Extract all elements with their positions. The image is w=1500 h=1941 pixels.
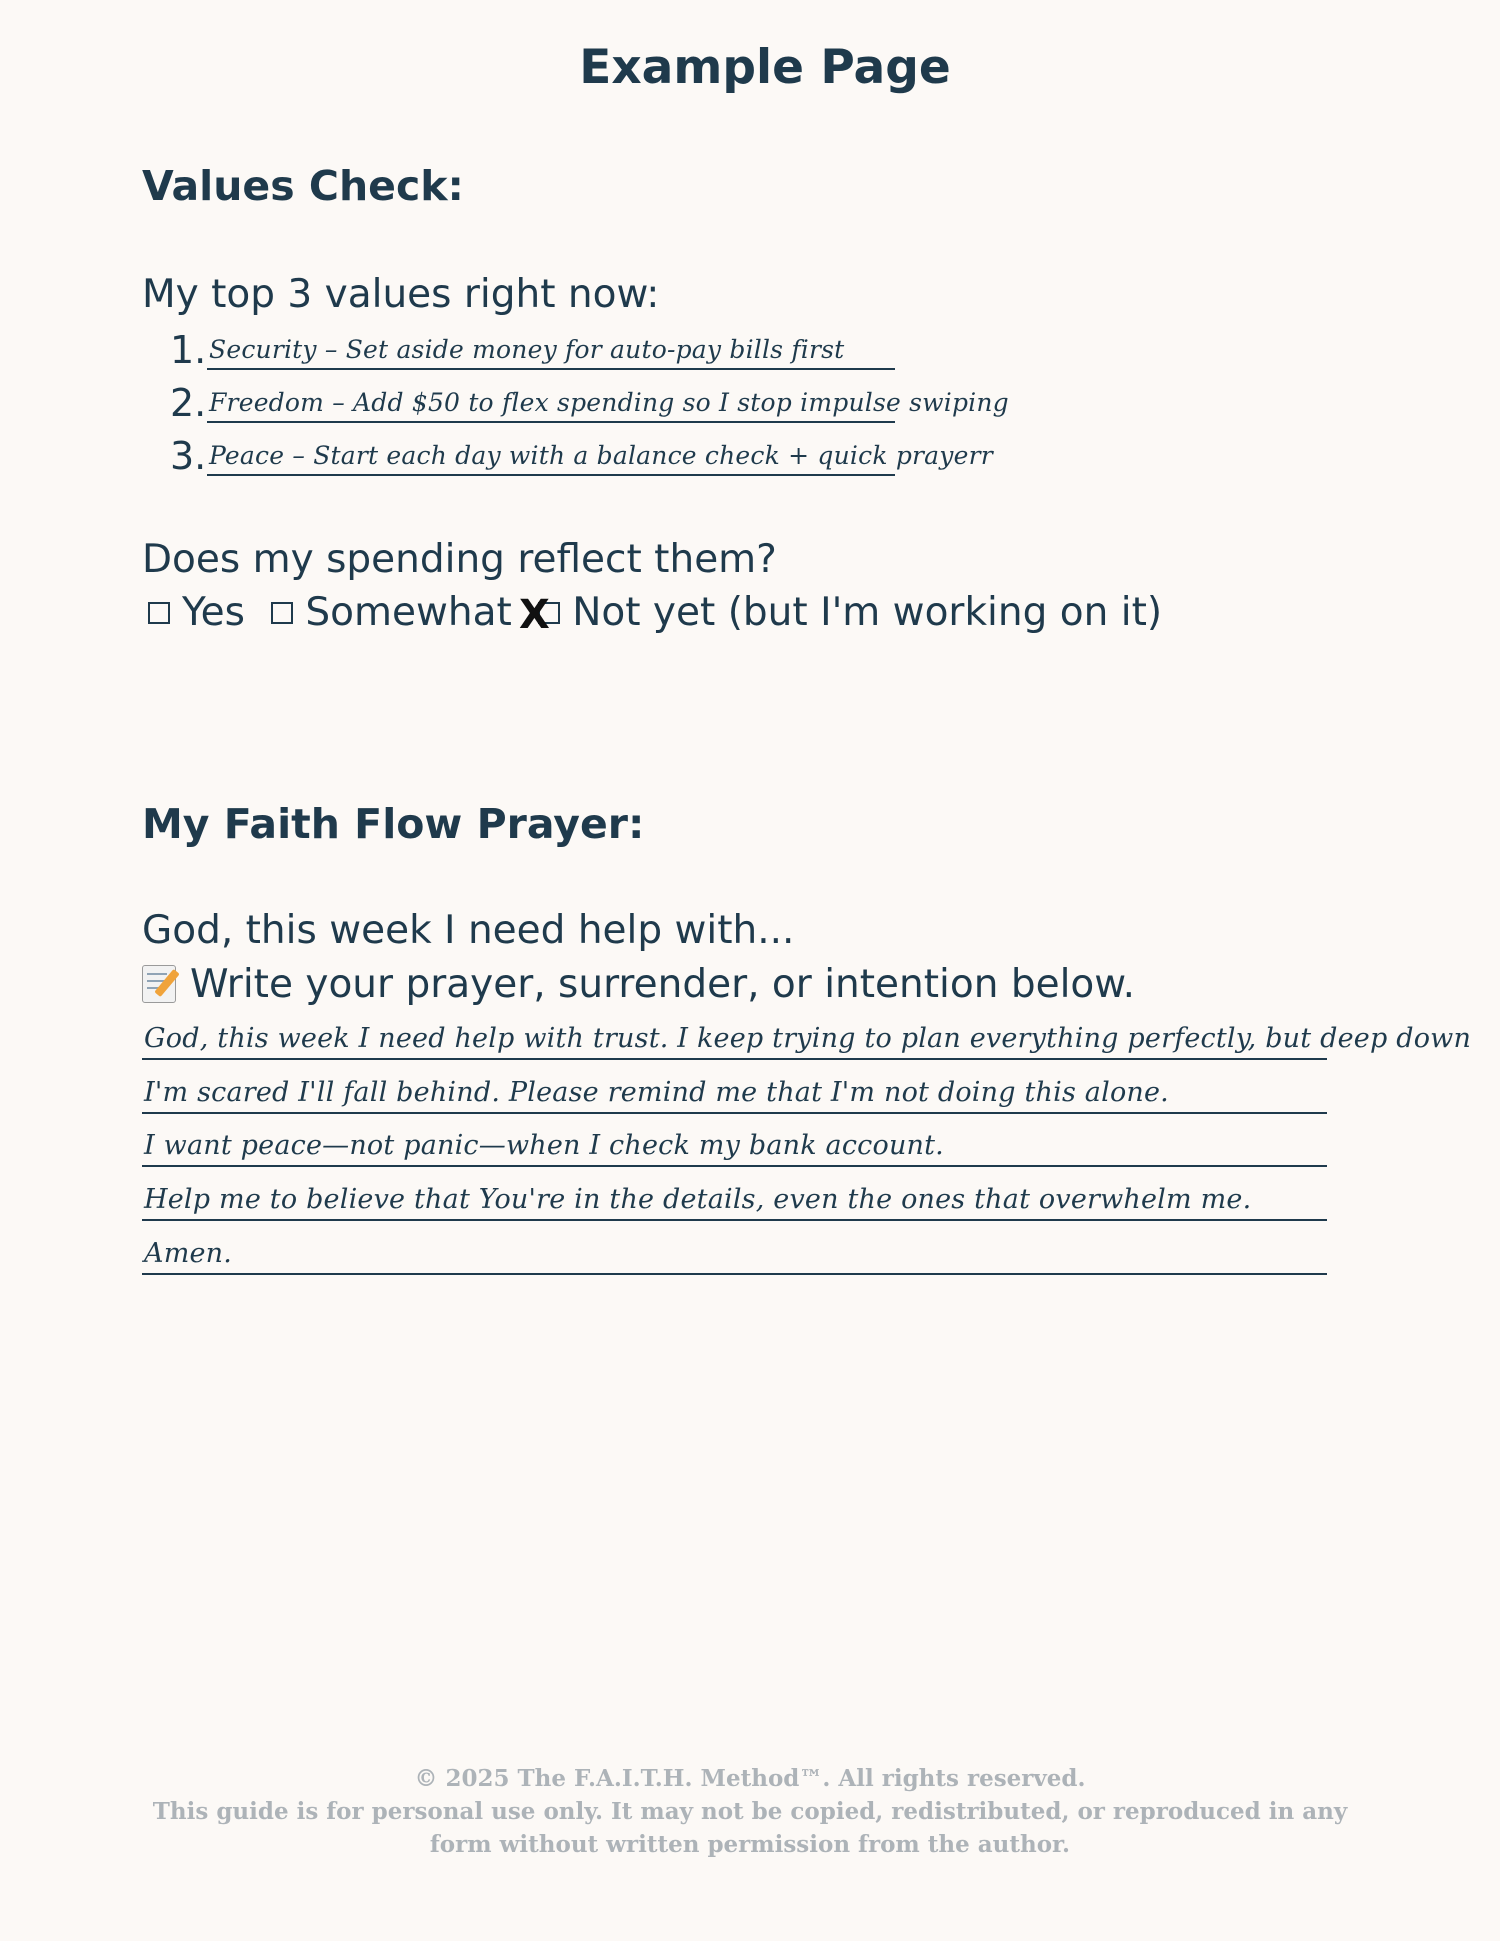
prayer-line-3[interactable] — [142, 1125, 1327, 1167]
option-yes-label: Yes — [182, 590, 245, 635]
prayer-line-1[interactable] — [142, 1018, 1472, 1060]
option-not-yet[interactable] — [538, 590, 1162, 635]
value-line-2[interactable] — [207, 381, 1009, 423]
value-number-1: 1. — [170, 328, 207, 372]
prayer-line-2[interactable] — [142, 1072, 1327, 1114]
prayer-instruction: Write your prayer, surrender, or intention below. — [190, 962, 1136, 1007]
check-x-mark: X — [519, 592, 550, 638]
prayer-text-4: Help me to believe that You're in the details, even the ones that overwhelm me. — [144, 1184, 1252, 1215]
value-text-2: Freedom – Add $50 to flex spending so I stop impulse swiping — [209, 388, 1009, 417]
memo-icon — [142, 965, 176, 1001]
values-prompt: My top 3 values right now: — [142, 272, 660, 317]
option-not-yet-label: Not yet (but I'm working on it) — [572, 590, 1163, 635]
value-text-1: Security – Set aside money for auto-pay bills first — [209, 335, 845, 364]
footer — [0, 1762, 1500, 1861]
footer-notice: This guide is for personal use only. It may not be copied, redistributed, or reproduced in any form without written permission from the author. — [152, 1798, 1348, 1858]
prayer-line-5[interactable] — [142, 1233, 1327, 1275]
prayer-prompt: God, this week I need help with... — [142, 908, 795, 953]
prayer-text-2: I'm scared I'll fall behind. Please remind me that I'm not doing this alone. — [144, 1077, 1169, 1108]
footer-copyright: © 2025 The F.A.I.T.H. Method™. All rights reserved. — [414, 1765, 1086, 1792]
option-somewhat[interactable] — [271, 590, 511, 635]
option-yes[interactable] — [148, 590, 245, 635]
prayer-text-1: God, this week I need help with trust. I keep trying to plan everything perfectly, but deep down — [144, 1023, 1472, 1054]
spending-options — [148, 590, 1176, 635]
value-text-3: Peace – Start each day with a balance check + quick prayerr — [209, 441, 993, 470]
prayer-heading: My Faith Flow Prayer: — [142, 800, 645, 848]
value-number-3: 3. — [170, 434, 207, 478]
checkbox-yes[interactable] — [148, 602, 170, 624]
value-line-1[interactable] — [207, 328, 895, 370]
checkbox-somewhat[interactable] — [271, 602, 293, 624]
spending-question: Does my spending reflect them? — [142, 537, 777, 582]
value-number-2: 2. — [170, 381, 207, 425]
prayer-text-3: I want peace—not panic—when I check my bank account. — [144, 1130, 944, 1161]
prayer-text-5: Amen. — [144, 1238, 233, 1269]
prayer-instruction-row — [142, 962, 1135, 1007]
value-line-3[interactable] — [207, 434, 993, 476]
prayer-line-4[interactable] — [142, 1179, 1327, 1221]
page-title: Example Page — [579, 40, 951, 95]
option-somewhat-label: Somewhat — [305, 590, 512, 635]
values-check-heading: Values Check: — [142, 162, 464, 210]
